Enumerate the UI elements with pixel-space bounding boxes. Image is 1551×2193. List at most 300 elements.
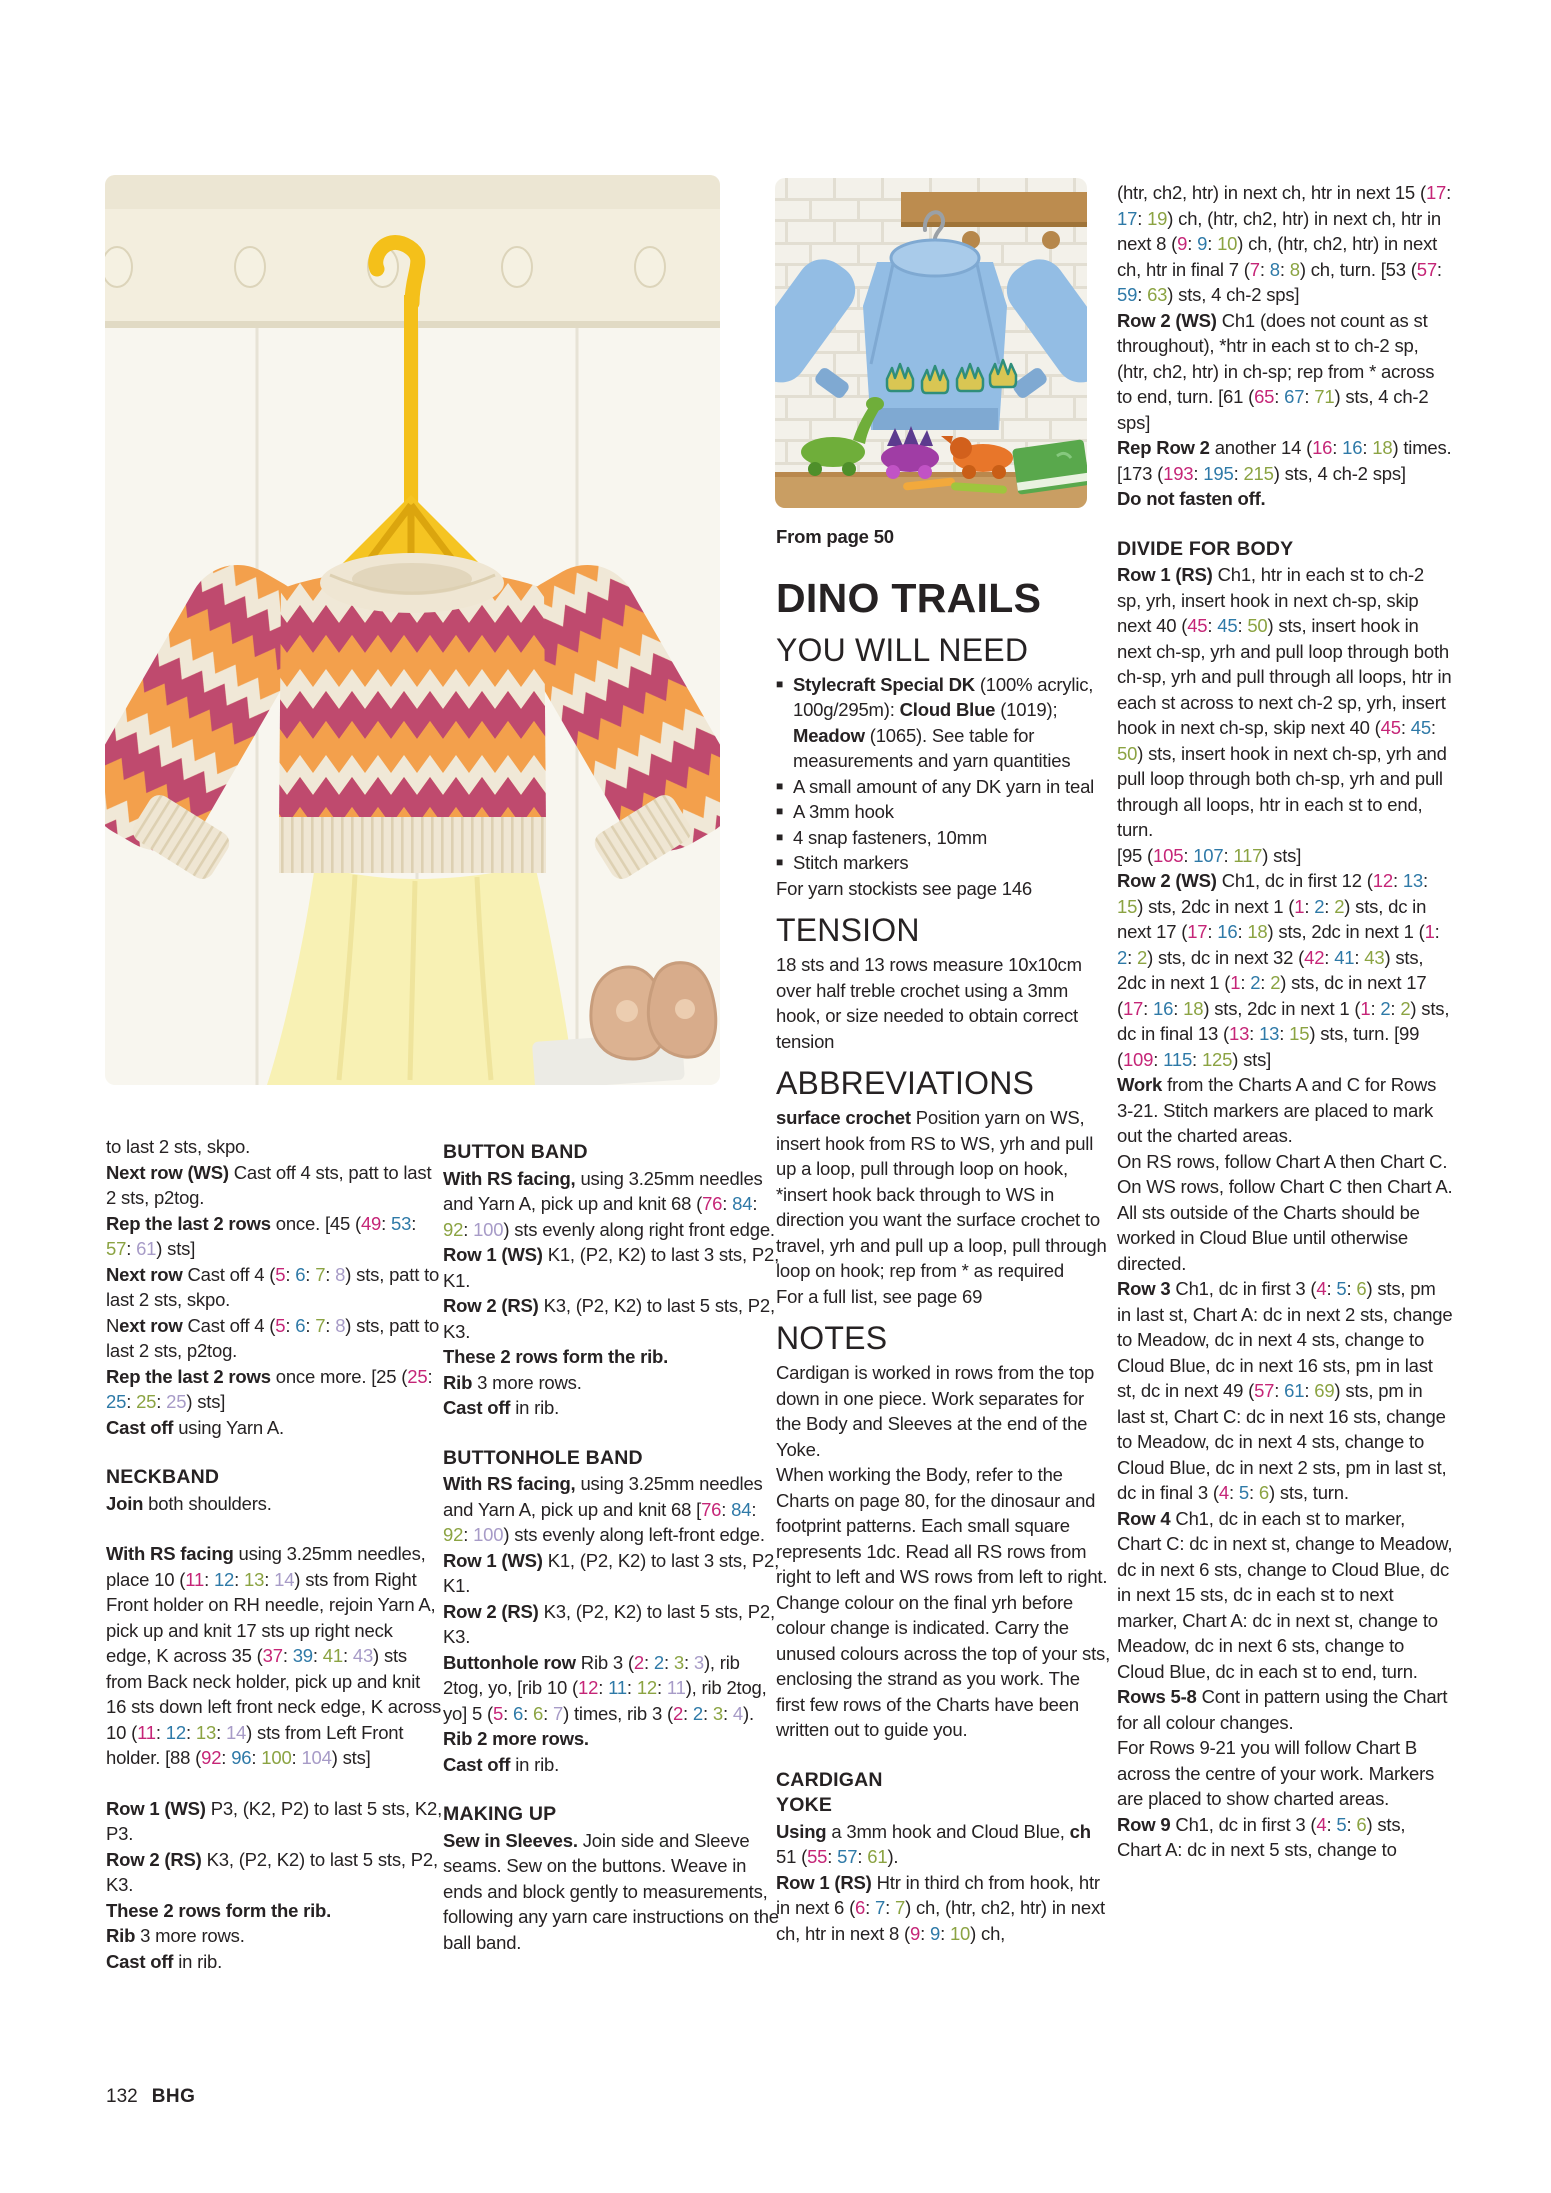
text-run: ch <box>1069 1820 1091 1842</box>
bullet-item <box>776 799 1112 825</box>
text-run: : <box>1423 870 1428 891</box>
text-run: 115 <box>1163 1048 1193 1070</box>
section-heading: BUTTON BAND <box>443 1141 588 1163</box>
text-run: ) sts] <box>331 1747 371 1768</box>
text-run: 3 <box>712 1702 723 1724</box>
text-run: ) sts, pm in last st, Chart A: dc in next 2 sts, change to Meadow, dc in next 4 sts, change to Cloud Blue, dc in next 16 sts, pm in last st, dc in next 49 ( <box>1117 1278 1453 1401</box>
text-run: Ch1, dc in first 12 ( <box>1221 870 1373 891</box>
text-run: 117 <box>1233 844 1263 866</box>
text-run: Row 2 (RS) <box>443 1295 544 1316</box>
section-heading: NOTES <box>776 1320 888 1356</box>
text-run: Row 1 (WS) <box>443 1244 548 1265</box>
text-run: 61 <box>867 1846 888 1867</box>
text-run: ) sts, dc in next 32 ( <box>1147 946 1305 968</box>
text-run: : <box>523 1702 533 1724</box>
text-run: ) ch, (htr, ch2, htr) in next ch, htr in final 7 ( <box>1117 233 1438 280</box>
text-run: ) sts, pm in last st, Chart C: dc in next 16 sts, change to Meadow, dc in next 4 sts, change to Cloud Blue, dc in next 2 sts, pm in last st, dc in final 3 ( <box>1117 1380 1447 1503</box>
text-run: ) sts, patt to last 2 sts, skpo. <box>106 1263 440 1310</box>
text-run: ) ch, (htr, ch2, htr) in next ch, htr in next 8 ( <box>776 1897 1105 1944</box>
text-run: : <box>1370 997 1381 1019</box>
bullet-text <box>793 825 1112 851</box>
text-run: ) sts, 2dc in next 1 ( <box>1203 997 1361 1019</box>
text-run: 25 <box>106 1391 127 1412</box>
text-run: ) sts, dc in final 13 ( <box>1117 997 1450 1044</box>
text-run: : <box>305 1314 316 1336</box>
text-run: : <box>234 1568 245 1590</box>
text-run: from the Charts A and C for Rows 3-21. Stitch markers are placed to mark out the charted areas. <box>1117 1074 1437 1146</box>
text-run: : <box>1274 1380 1285 1401</box>
paragraph <box>776 1284 1112 1310</box>
spacer <box>1117 512 1453 537</box>
text-run: 16 <box>1312 437 1333 458</box>
text-run: : <box>1326 1813 1337 1835</box>
text-run: 5 <box>275 1263 286 1285</box>
text-run: : <box>1183 844 1194 866</box>
paragraph <box>1117 1149 1453 1277</box>
paragraph <box>443 1599 779 1650</box>
text-run: Cast off 4 sts, patt to last 2 sts, p2tog. <box>106 1161 432 1208</box>
text-run: K1, (P2, K2) to last 3 sts, P2, K1. <box>443 1244 780 1291</box>
paragraph <box>443 1242 779 1293</box>
spacer <box>106 1516 442 1541</box>
paragraph <box>1117 1506 1453 1685</box>
paragraph <box>106 1949 442 1975</box>
text-run: Cast off <box>106 1416 179 1438</box>
paragraph <box>776 1105 1112 1284</box>
text-column-4 <box>1117 180 1453 1863</box>
text-run: K1, (P2, K2) to last 3 sts, P2, K1. <box>443 1549 780 1596</box>
text-run: : <box>1127 946 1137 968</box>
text-run: 41 <box>322 1645 343 1666</box>
peg-icon <box>105 247 132 287</box>
text-run: : <box>1207 615 1218 636</box>
text-run: : <box>342 1645 353 1666</box>
text-run: Using <box>776 1820 832 1842</box>
text-run: : <box>1304 1380 1315 1401</box>
section-heading: TENSION <box>776 912 920 948</box>
text-run: 100 <box>473 1218 504 1240</box>
text-run: Rep Row 2 <box>1117 437 1215 458</box>
text-run: 57 <box>1254 1380 1275 1401</box>
text-run: 18 <box>1247 921 1268 942</box>
text-run: : <box>1260 972 1271 993</box>
text-run: 6 <box>1356 1813 1367 1835</box>
text-column-1 <box>106 1134 442 1974</box>
paragraph <box>106 1923 442 1949</box>
text-run: : <box>291 1747 302 1768</box>
section-heading: MAKING UP <box>443 1803 557 1825</box>
text-run: 14 <box>225 1721 247 1743</box>
text-run: : <box>1332 437 1343 458</box>
text-run: 105 <box>1153 844 1184 866</box>
text-run: : <box>1137 284 1148 305</box>
text-run: : <box>1346 1813 1357 1835</box>
text-run: 96 <box>231 1747 252 1768</box>
text-run: 16 <box>1217 921 1238 942</box>
text-column-2 <box>443 1140 779 1955</box>
paragraph <box>443 1471 779 1548</box>
text-run: : <box>282 1645 293 1666</box>
text-run: (htr, ch2, htr) in next ch, htr in next 15 ( <box>1117 182 1426 203</box>
paragraph <box>1117 308 1453 436</box>
paragraph <box>106 1211 442 1262</box>
text-run: 18 <box>1183 997 1204 1019</box>
magazine-brand: BHG <box>151 2086 196 2107</box>
text-run: Join side and Sleeve seams. Sew on the buttons. Weave in ends and block gently to measurements, following any yarn care instructions on the ball band. <box>443 1829 779 1953</box>
text-run: Cardigan is worked in rows from the top down in one piece. Work separates for the Body and Sleeves at the end of the Yoke. <box>776 1362 1095 1460</box>
text-run: 76 <box>701 1498 722 1520</box>
text-run: 12 <box>1372 870 1393 891</box>
section-heading: BUTTONHOLE BAND <box>443 1446 643 1469</box>
text-run: : <box>1324 946 1335 968</box>
text-run: 25 <box>407 1365 428 1387</box>
text-run: : <box>1354 946 1365 968</box>
text-run: Cast off 4 ( <box>187 1263 276 1285</box>
text-run: 84 <box>732 1193 753 1214</box>
text-run: ) sts, 4 ch-2 sps] <box>1167 284 1300 305</box>
paragraph <box>106 1796 442 1847</box>
text-run: : <box>126 1391 137 1412</box>
chevron-sweater-illustration <box>105 175 720 1085</box>
text-run: : <box>503 1702 513 1724</box>
text-run: ) sts, turn. <box>1268 1482 1349 1503</box>
text-column-3 <box>776 524 1112 1946</box>
text-run: in rib. <box>515 1397 560 1418</box>
text-run: 6 <box>295 1263 306 1285</box>
text-run: Cont in pattern using the Chart for all colour changes. <box>1117 1686 1448 1733</box>
text-run: 51 ( <box>776 1846 808 1867</box>
text-run: On RS rows, follow Chart A then Chart C. On WS rows, follow Chart C then Chart A. All sts outside of the Charts should be worked in Cloud Blue until otherwise directed. <box>1117 1150 1453 1274</box>
text-run: ) sts from Left Front holder. [88 ( <box>106 1721 404 1768</box>
text-run: ) sts, insert hook in next ch-sp, yrh and pull loop through both ch-sp, yrh and pull through all loops, htr in each st to end, turn. <box>1117 742 1447 840</box>
text-run: (1019); <box>1000 699 1058 720</box>
text-run: With RS facing, <box>443 1167 581 1189</box>
text-run: Row 1 (WS) <box>106 1797 211 1819</box>
text-run: : <box>663 1651 674 1673</box>
text-run: 14 <box>274 1568 295 1590</box>
text-run: Cast off 4 ( <box>187 1314 276 1336</box>
text-run: : <box>1207 233 1218 254</box>
section-heading: YOKE <box>776 1794 833 1816</box>
text-run: 25 <box>136 1391 157 1412</box>
text-run: : <box>885 1897 896 1918</box>
paragraph <box>1117 1812 1453 1863</box>
text-run: 49 <box>360 1212 382 1234</box>
text-run: : <box>381 1212 392 1234</box>
text-run: ) sts, dc in next 17 ( <box>1117 895 1427 942</box>
text-run: Ch1, dc in first 3 ( <box>1175 1813 1317 1835</box>
text-run: Row 4 <box>1117 1507 1176 1529</box>
paragraph <box>443 1370 779 1396</box>
chevron-sweater <box>105 547 720 884</box>
text-run: : <box>1446 182 1452 203</box>
paragraph <box>106 1415 442 1441</box>
text-run: 16 <box>1342 437 1363 458</box>
text-run: Meadow <box>793 724 870 746</box>
text-run: 11 <box>137 1721 156 1743</box>
text-run: 6 <box>1356 1278 1367 1299</box>
text-run: 9 <box>909 1922 921 1944</box>
text-run: Ch1 (does not count as st throughout), *htr in each st to ch-2 sp, (htr, ch2, htr) in ch-sp; rep from * across to end, turn. [61 ( <box>1117 309 1435 407</box>
text-run: 3 <box>673 1651 684 1673</box>
bullet-square-icon: ■ <box>776 676 784 691</box>
text-run: 59 <box>1117 284 1138 305</box>
text-run: : <box>683 1651 694 1673</box>
text-run: ), rib 2tog, yo] 5 ( <box>443 1677 767 1724</box>
paragraph <box>106 1364 442 1415</box>
text-run: : <box>857 1846 868 1867</box>
text-run: using 3.25mm needles and Yarn A, pick up and knit 68 ( <box>443 1167 763 1214</box>
text-run: : <box>1279 258 1290 280</box>
paragraph <box>776 1870 1112 1947</box>
text-run: 100 <box>473 1524 504 1545</box>
text-run: 3 <box>693 1651 704 1673</box>
sweater-hem-ribbing <box>279 817 546 873</box>
paragraph <box>106 1262 442 1313</box>
text-run: : <box>1392 870 1403 891</box>
paragraph <box>443 1752 779 1778</box>
text-run: 9 <box>1197 233 1208 254</box>
text-run: 92 <box>443 1218 464 1240</box>
text-run: 2 <box>1136 946 1148 968</box>
text-run: 6 <box>513 1702 524 1724</box>
paragraph <box>443 1166 779 1243</box>
text-run: 71 <box>1314 386 1335 407</box>
text-run: 57 <box>837 1846 858 1867</box>
text-run: : <box>703 1702 713 1724</box>
text-run: : <box>1324 895 1335 917</box>
text-run: (1065). See table for measurements and yarn quantities <box>793 724 1071 771</box>
text-run: 12 <box>213 1568 235 1590</box>
text-run: 125 <box>1201 1048 1233 1070</box>
dino-cardigan-photo <box>775 178 1087 508</box>
text-run: 2 <box>1314 895 1325 917</box>
text-run: : <box>1240 972 1251 993</box>
text-run: : <box>1228 1482 1239 1503</box>
spacer <box>443 1777 779 1802</box>
text-run: : <box>1304 895 1315 917</box>
text-run: Ch1, dc in each st to marker, Chart C: dc in next st, change to Meadow, dc in next 6 sts, change to Cloud Blue, dc in next 15 sts, dc in each st to next marker, Chart A: dc in next st, change to Meadow, dc in next 6 sts, change to Cloud Blue, dc in each st to end, turn. <box>1117 1507 1453 1682</box>
text-run: ) ch, turn. [53 ( <box>1299 258 1417 280</box>
paragraph <box>1117 1276 1453 1506</box>
text-run: ) sts evenly along left-front edge. <box>503 1524 765 1545</box>
text-run: : <box>1248 1482 1259 1503</box>
text-run: 1 <box>1230 972 1241 993</box>
text-run: ) sts, 2dc in next 1 ( <box>1117 946 1424 993</box>
bullet-item <box>776 825 1112 851</box>
text-run: 11 <box>666 1677 686 1698</box>
text-run: 5 <box>1336 1278 1347 1299</box>
text-run: 2 <box>1270 972 1281 993</box>
text-run: : <box>1237 921 1248 942</box>
text-run: : <box>1207 921 1218 942</box>
paragraph <box>106 1160 442 1211</box>
text-run: [95 ( <box>1117 844 1154 866</box>
text-run: P3, (K2, P2) to last 5 sts, K2, P3. <box>106 1797 443 1844</box>
text-run: 45 <box>1187 615 1208 636</box>
text-run: : <box>1346 1278 1357 1299</box>
text-run: : <box>305 1263 316 1285</box>
text-run: For Rows 9-21 you will follow Chart B across the centre of your work. Markers are placed to show charted areas. <box>1117 1737 1435 1809</box>
text-run: 2 <box>1380 997 1391 1019</box>
text-run: ) sts, turn. [99 ( <box>1117 1023 1420 1070</box>
text-run: : <box>325 1263 336 1285</box>
text-run: Rib <box>443 1371 478 1393</box>
text-run: Join <box>106 1492 149 1514</box>
section-heading: YOU WILL NEED <box>776 631 1029 668</box>
text-run: Sew in Sleeves. <box>443 1829 583 1851</box>
paragraph <box>1117 1072 1453 1149</box>
text-run: 4 <box>732 1702 743 1724</box>
text-run: Cast off <box>443 1397 516 1418</box>
peg-icon <box>502 247 532 287</box>
section-heading: DINO TRAILS <box>776 574 1042 621</box>
paragraph <box>1117 486 1453 512</box>
text-run: : <box>1193 462 1204 484</box>
text-run: 215 <box>1243 462 1274 484</box>
text-run: 13 <box>1228 1023 1250 1044</box>
spacer <box>776 1743 1112 1768</box>
text-run: Cloud Blue <box>899 699 1001 720</box>
text-run: : <box>1173 997 1184 1019</box>
text-run: Ch1, dc in first 3 ( <box>1175 1278 1317 1299</box>
text-run: Row 9 <box>1117 1813 1176 1835</box>
text-run: : <box>920 1922 930 1944</box>
text-run: : <box>752 1193 758 1214</box>
paragraph <box>443 1395 779 1421</box>
paragraph <box>443 1726 779 1752</box>
text-run: : <box>1326 1278 1337 1299</box>
text-run: For a full list, see page 69 <box>776 1285 983 1307</box>
paragraph <box>443 1344 779 1370</box>
text-run: 5 <box>493 1702 504 1724</box>
yellow-skirt <box>267 865 575 1085</box>
text-run: : <box>463 1218 474 1240</box>
text-run: : <box>1390 997 1401 1019</box>
text-run: 18 <box>1372 437 1393 458</box>
text-run: ) sts, 4 ch-2 sps] <box>1117 386 1429 433</box>
text-run: 7 <box>1249 258 1260 280</box>
text-run: 15 <box>1117 895 1138 917</box>
text-run: 7 <box>315 1314 326 1336</box>
text-run: 3 more rows. <box>477 1371 582 1393</box>
text-run: 2 <box>653 1651 664 1673</box>
text-run: 7 <box>552 1702 564 1724</box>
text-run: ) sts] <box>186 1391 226 1412</box>
text-run: (100% acrylic, 100g/295m): <box>793 673 1094 720</box>
text-run: 17 <box>1117 207 1138 229</box>
bullet-square-icon: ■ <box>776 804 784 818</box>
text-run: 92 <box>201 1747 222 1768</box>
text-run: 4 <box>1218 1482 1229 1503</box>
text-run: 45 <box>1217 615 1238 636</box>
paragraph <box>106 1898 442 1924</box>
bullet-item <box>776 774 1112 800</box>
text-run: : <box>751 1498 757 1520</box>
text-run: 6 <box>1258 1482 1269 1503</box>
text-run: 67 <box>1284 386 1305 407</box>
text-run: N <box>106 1314 120 1336</box>
text-run: 2 <box>672 1702 684 1724</box>
text-run: surface crochet <box>776 1107 916 1128</box>
text-run: ) sts, 4 ch-2 sps] <box>1273 462 1406 484</box>
text-run: ) sts, Chart A: dc in next 5 sts, change to <box>1117 1813 1406 1860</box>
text-run: 2 <box>1117 946 1128 968</box>
text-run: When working the Body, refer to the Charts on page 80, for the dinosaur and footprint patterns. Each small square represents 1dc. Read all RS rows from right to left and WS rows from left to right. Change colour on the final yrh before colour change is indicated. Carry the unused colours across the top of your sts, enclosing the strand as you work. The first few rows of the Charts have been written out to guide you. <box>776 1464 1111 1740</box>
text-run: ) sts] <box>156 1238 196 1259</box>
text-run: 76 <box>702 1193 723 1214</box>
page-number: 132 <box>106 2086 138 2107</box>
text-run: From page 50 <box>776 526 894 547</box>
sweater-neckband <box>320 553 504 613</box>
text-run: 2 <box>692 1702 704 1724</box>
text-run: Row 2 (RS) <box>106 1848 207 1870</box>
text-run: 12 <box>165 1721 186 1743</box>
text-run: Cast off <box>106 1950 179 1972</box>
text-run: With RS facing, <box>443 1473 581 1494</box>
text-run: : <box>827 1846 838 1867</box>
text-run: : <box>722 1193 733 1214</box>
text-run: 9 <box>1177 233 1188 254</box>
text-run: : <box>1434 921 1440 942</box>
paragraph <box>1117 1735 1453 1812</box>
bullet-text <box>793 850 1112 876</box>
text-run: : <box>185 1721 196 1743</box>
text-run: 6 <box>295 1314 306 1336</box>
text-run: ) times, rib 3 ( <box>563 1702 673 1724</box>
paragraph <box>106 1491 442 1517</box>
text-run: ) sts, dc in next 17 ( <box>1117 972 1427 1019</box>
text-run: : <box>1143 997 1154 1019</box>
text-run: 195 <box>1203 462 1234 484</box>
bullet-item <box>776 672 1112 774</box>
text-run: : <box>1400 717 1411 738</box>
dino-cardigan-illustration <box>775 178 1087 508</box>
text-run: 1 <box>1424 921 1435 942</box>
text-run: Rib 2 more rows. <box>443 1728 589 1749</box>
text-run: These 2 rows form the rib. <box>106 1899 332 1921</box>
text-run: 55 <box>807 1846 828 1867</box>
text-run: [173 ( <box>1117 462 1164 484</box>
text-run: : <box>204 1568 214 1590</box>
text-run: 17 <box>1187 921 1208 942</box>
text-run: ). <box>742 1702 754 1724</box>
text-run: : <box>626 1677 637 1698</box>
text-run: Row 1 (WS) <box>443 1549 548 1571</box>
text-run: 193 <box>1163 462 1194 484</box>
text-run: : <box>251 1747 262 1768</box>
text-run: : <box>683 1702 693 1724</box>
text-run: 9 <box>929 1922 941 1944</box>
text-run: : <box>1279 1023 1290 1044</box>
section-heading: DIVIDE FOR BODY <box>1117 537 1294 560</box>
text-run: 25 <box>166 1391 187 1412</box>
bullet-square-icon: ■ <box>776 829 784 844</box>
text-run: Row 2 (WS) <box>1117 870 1222 891</box>
spacer <box>443 1421 779 1446</box>
text-run: 4 <box>1316 1813 1327 1835</box>
text-run: 7 <box>315 1263 326 1285</box>
text-run: : <box>598 1677 609 1698</box>
text-run: : <box>411 1212 417 1234</box>
text-run: ) sts from Back neck holder, pick up and knit 16 sts down left front neck edge, K across 10 ( <box>106 1645 442 1743</box>
text-run: using 3.25mm needles, place 10 ( <box>106 1543 426 1590</box>
text-run: : <box>285 1314 296 1336</box>
text-run: : <box>643 1651 654 1673</box>
text-run: ) sts] <box>1232 1048 1272 1070</box>
text-run: 2 <box>633 1651 644 1673</box>
text-run: ) ch, (htr, ch2, htr) in next ch, htr in next 8 ( <box>1117 207 1441 254</box>
